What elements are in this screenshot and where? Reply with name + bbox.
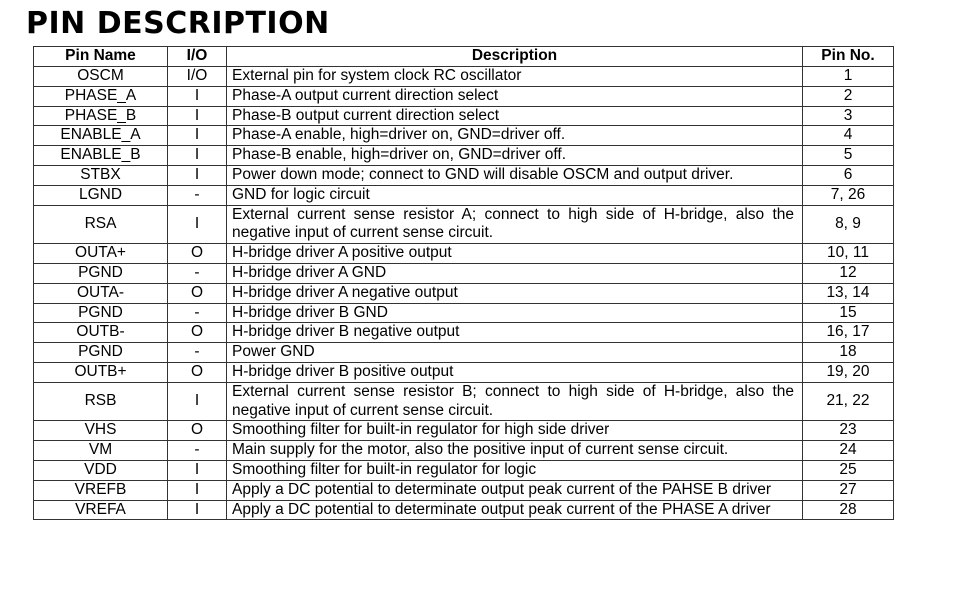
io-cell: - bbox=[168, 343, 227, 363]
description-cell: Phase-B enable, high=driver on, GND=driver off. bbox=[227, 146, 803, 166]
table-row bbox=[34, 263, 894, 283]
header-io: I/O bbox=[168, 47, 227, 67]
pin-name-cell: VM bbox=[34, 441, 168, 461]
pin-name-cell: PHASE_B bbox=[34, 106, 168, 126]
io-cell: I bbox=[168, 460, 227, 480]
table-row bbox=[34, 343, 894, 363]
header-pin-name: Pin Name bbox=[34, 47, 168, 67]
pin-no-cell: 21, 22 bbox=[803, 382, 894, 421]
table-row bbox=[34, 382, 894, 421]
pin-no-cell: 4 bbox=[803, 126, 894, 146]
description-cell: H-bridge driver B positive output bbox=[227, 362, 803, 382]
pin-no-cell: 8, 9 bbox=[803, 205, 894, 244]
pin-name-cell: PGND bbox=[34, 343, 168, 363]
pin-no-cell: 24 bbox=[803, 441, 894, 461]
description-cell: H-bridge driver B negative output bbox=[227, 323, 803, 343]
pin-no-cell: 28 bbox=[803, 500, 894, 520]
io-cell: - bbox=[168, 303, 227, 323]
table-row bbox=[34, 362, 894, 382]
description-cell: Power GND bbox=[227, 343, 803, 363]
table-row bbox=[34, 480, 894, 500]
pin-no-cell: 1 bbox=[803, 67, 894, 87]
io-cell: I bbox=[168, 86, 227, 106]
pin-name-cell: OUTB+ bbox=[34, 362, 168, 382]
pin-no-cell: 2 bbox=[803, 86, 894, 106]
description-cell: Main supply for the motor, also the positive input of current sense circuit. bbox=[227, 441, 803, 461]
table-row bbox=[34, 205, 894, 244]
pin-name-cell: STBX bbox=[34, 165, 168, 185]
pin-no-cell: 10, 11 bbox=[803, 244, 894, 264]
io-cell: O bbox=[168, 421, 227, 441]
io-cell: I bbox=[168, 480, 227, 500]
io-cell: I bbox=[168, 500, 227, 520]
table-row bbox=[34, 86, 894, 106]
pin-name-cell: PHASE_A bbox=[34, 86, 168, 106]
table-row bbox=[34, 303, 894, 323]
description-cell: External current sense resistor B; connect to high side of H-bridge, also the negative input of current sense circuit. bbox=[227, 382, 803, 421]
description-cell: H-bridge driver A GND bbox=[227, 263, 803, 283]
table-row bbox=[34, 283, 894, 303]
pin-name-cell: RSB bbox=[34, 382, 168, 421]
pin-name-cell: ENABLE_B bbox=[34, 146, 168, 166]
header-pin-no: Pin No. bbox=[803, 47, 894, 67]
description-cell: Phase-A output current direction select bbox=[227, 86, 803, 106]
pin-name-cell: OUTB- bbox=[34, 323, 168, 343]
description-cell: Apply a DC potential to determinate output peak current of the PAHSE B driver bbox=[227, 480, 803, 500]
table-row bbox=[34, 126, 894, 146]
table-row bbox=[34, 146, 894, 166]
pin-no-cell: 7, 26 bbox=[803, 185, 894, 205]
io-cell: I/O bbox=[168, 67, 227, 87]
pin-no-cell: 5 bbox=[803, 146, 894, 166]
pin-name-cell: VDD bbox=[34, 460, 168, 480]
pin-description-table bbox=[33, 46, 894, 520]
pin-no-cell: 13, 14 bbox=[803, 283, 894, 303]
io-cell: I bbox=[168, 382, 227, 421]
pin-name-cell: OUTA+ bbox=[34, 244, 168, 264]
io-cell: I bbox=[168, 126, 227, 146]
pin-name-cell: OUTA- bbox=[34, 283, 168, 303]
pin-name-cell: VHS bbox=[34, 421, 168, 441]
table-row bbox=[34, 323, 894, 343]
pin-no-cell: 16, 17 bbox=[803, 323, 894, 343]
description-cell: H-bridge driver A negative output bbox=[227, 283, 803, 303]
table-row bbox=[34, 244, 894, 264]
pin-name-cell: RSA bbox=[34, 205, 168, 244]
pin-no-cell: 19, 20 bbox=[803, 362, 894, 382]
pin-name-cell: OSCM bbox=[34, 67, 168, 87]
pin-no-cell: 3 bbox=[803, 106, 894, 126]
io-cell: - bbox=[168, 185, 227, 205]
table-row bbox=[34, 441, 894, 461]
pin-no-cell: 12 bbox=[803, 263, 894, 283]
table-row bbox=[34, 106, 894, 126]
description-cell: External pin for system clock RC oscillator bbox=[227, 67, 803, 87]
description-cell: Power down mode; connect to GND will disable OSCM and output driver. bbox=[227, 165, 803, 185]
description-cell: H-bridge driver A positive output bbox=[227, 244, 803, 264]
io-cell: O bbox=[168, 244, 227, 264]
pin-no-cell: 18 bbox=[803, 343, 894, 363]
io-cell: I bbox=[168, 165, 227, 185]
table-row bbox=[34, 421, 894, 441]
description-cell: Phase-B output current direction select bbox=[227, 106, 803, 126]
header-description: Description bbox=[227, 47, 803, 67]
pin-no-cell: 23 bbox=[803, 421, 894, 441]
table-body bbox=[34, 67, 894, 520]
io-cell: - bbox=[168, 263, 227, 283]
table-row bbox=[34, 460, 894, 480]
table-row bbox=[34, 500, 894, 520]
pin-name-cell: LGND bbox=[34, 185, 168, 205]
io-cell: I bbox=[168, 106, 227, 126]
pin-no-cell: 25 bbox=[803, 460, 894, 480]
io-cell: O bbox=[168, 283, 227, 303]
io-cell: I bbox=[168, 146, 227, 166]
description-cell: H-bridge driver B GND bbox=[227, 303, 803, 323]
description-cell: GND for logic circuit bbox=[227, 185, 803, 205]
pin-name-cell: PGND bbox=[34, 263, 168, 283]
io-cell: O bbox=[168, 323, 227, 343]
table-row bbox=[34, 185, 894, 205]
io-cell: - bbox=[168, 441, 227, 461]
pin-name-cell: VREFB bbox=[34, 480, 168, 500]
io-cell: O bbox=[168, 362, 227, 382]
pin-name-cell: VREFA bbox=[34, 500, 168, 520]
pin-no-cell: 6 bbox=[803, 165, 894, 185]
table-row bbox=[34, 165, 894, 185]
description-cell: Phase-A enable, high=driver on, GND=driver off. bbox=[227, 126, 803, 146]
pin-name-cell: PGND bbox=[34, 303, 168, 323]
description-cell: Apply a DC potential to determinate output peak current of the PHASE A driver bbox=[227, 500, 803, 520]
table-row bbox=[34, 67, 894, 87]
pin-no-cell: 15 bbox=[803, 303, 894, 323]
page-title: PIN DESCRIPTION bbox=[26, 6, 330, 41]
description-cell: Smoothing filter for built-in regulator for high side driver bbox=[227, 421, 803, 441]
description-cell: External current sense resistor A; connect to high side of H-bridge, also the negative input of current sense circuit. bbox=[227, 205, 803, 244]
pin-no-cell: 27 bbox=[803, 480, 894, 500]
table-header-row bbox=[34, 47, 894, 67]
description-cell: Smoothing filter for built-in regulator for logic bbox=[227, 460, 803, 480]
io-cell: I bbox=[168, 205, 227, 244]
pin-name-cell: ENABLE_A bbox=[34, 126, 168, 146]
